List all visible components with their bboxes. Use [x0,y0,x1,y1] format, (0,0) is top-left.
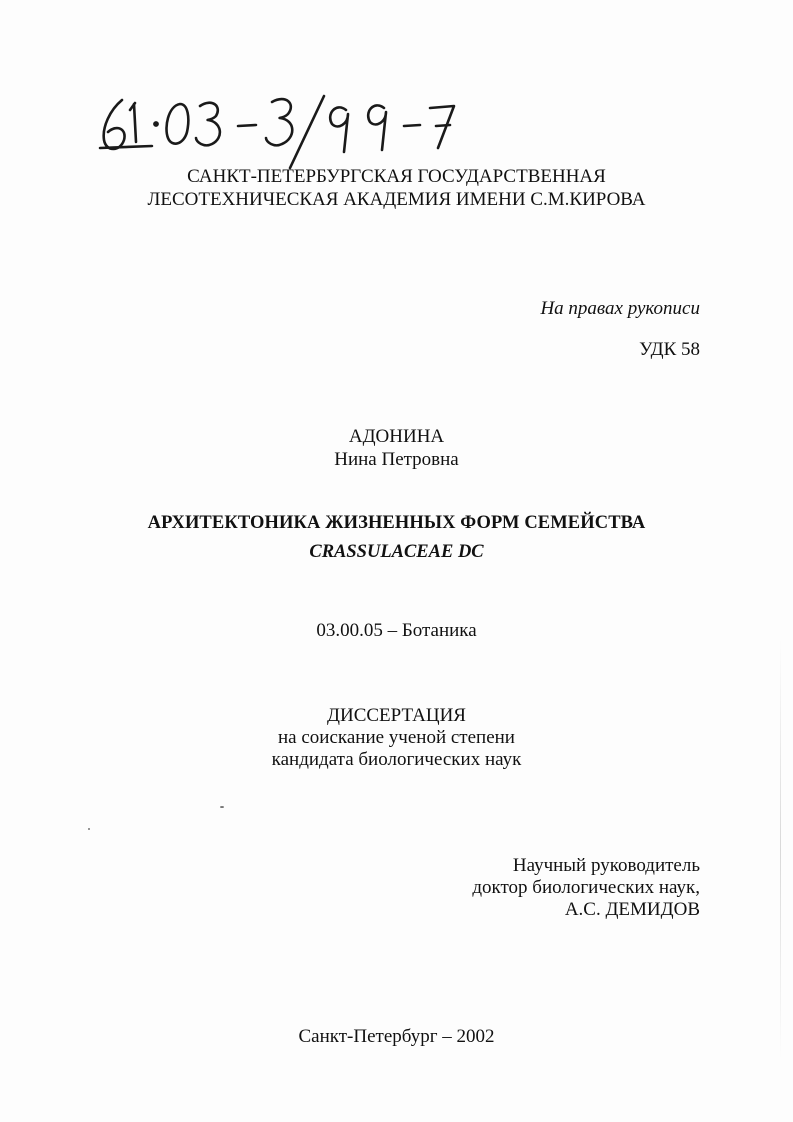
handwritten-archive-code [92,82,472,172]
author-surname: АДОНИНА [348,426,445,447]
institution-line-1: САНКТ-ПЕТЕРБУРГСКАЯ ГОСУДАРСТВЕННАЯ [187,166,606,187]
institution-line-2: ЛЕСОТЕХНИЧЕСКАЯ АКАДЕМИЯ ИМЕНИ С.М.КИРОВА [147,189,646,210]
degree-purpose-line-2: кандидата биологических наук [271,749,522,770]
manuscript-rights-note: На правах рукописи [540,298,700,319]
specialty-code: 03.00.05 – Ботаника [316,620,477,641]
thesis-title-taxon: CRASSULACEAE DC [309,542,484,562]
supervisor-degree: доктор биологических наук, [472,877,700,898]
supervisor-role: Научный руководитель [512,855,700,876]
dissertation-heading: ДИССЕРТАЦИЯ [327,705,466,726]
scan-speck [88,828,90,830]
thesis-title-line-1: АРХИТЕКТОНИКА ЖИЗНЕННЫХ ФОРМ СЕМЕЙСТВА [147,513,646,533]
author-given-names: Нина Петровна [334,449,459,470]
scan-edge-shadow [780,640,781,1060]
place-and-year: Санкт-Петербург – 2002 [298,1026,495,1047]
udc-code: УДК 58 [639,339,700,360]
supervisor-name: А.С. ДЕМИДОВ [564,899,700,920]
degree-purpose-line-1: на соискание ученой степени [278,727,515,748]
handwritten-archive-code-drawing [92,82,472,172]
scan-speck [220,806,224,808]
